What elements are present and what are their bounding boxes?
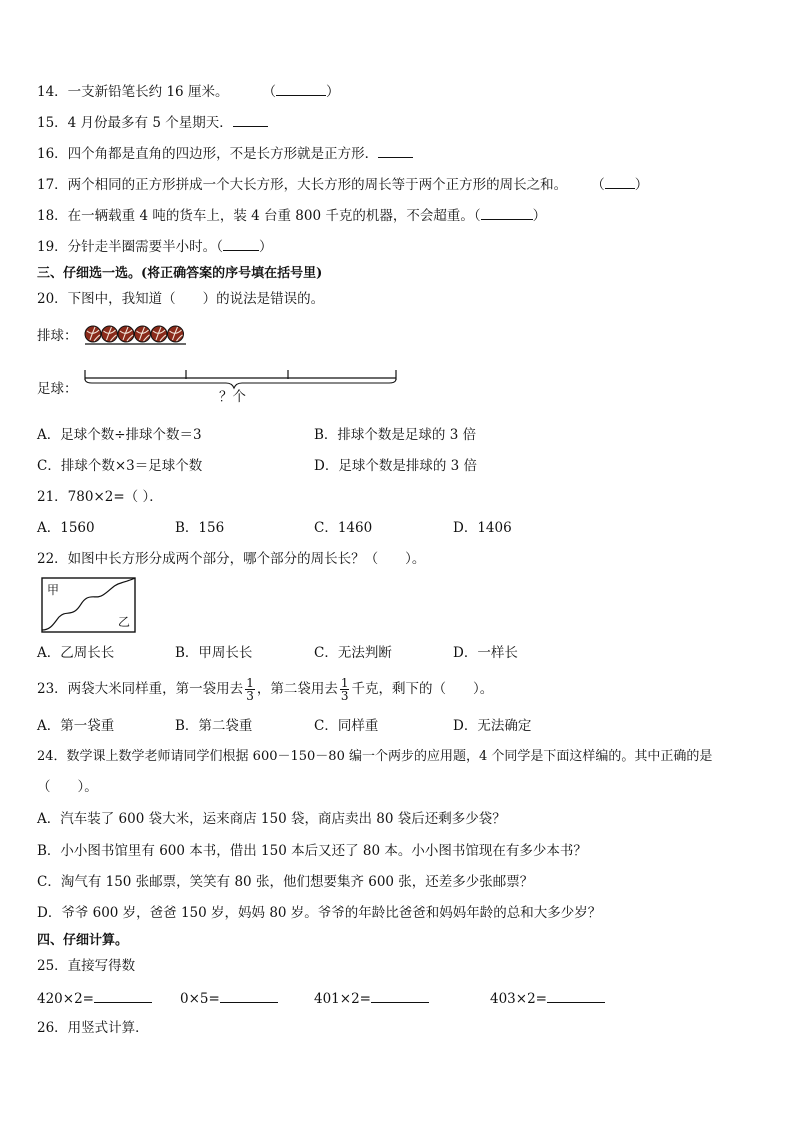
- curly-brace: [85, 379, 396, 388]
- question-19: 19．分针走半圈需要半小时。（ ）: [37, 239, 273, 255]
- q23-option-d[interactable]: D．无法确定: [453, 718, 532, 734]
- q21-option-a[interactable]: A．1560: [37, 520, 95, 536]
- question-17-text: 17．两个相同的正方形拼成一个大长方形，大长方形的周长等于两个正方形的周长之和。: [37, 177, 568, 193]
- question-23-text-a: 23．两袋大米同样重，第一袋用去: [37, 681, 244, 697]
- region-jia-label: 甲: [47, 583, 60, 597]
- question-26-text: 26．用竖式计算．: [37, 1020, 149, 1036]
- answer-blank-16[interactable]: [378, 144, 413, 158]
- question-19-text: 19．分针走半圈需要半小时。: [37, 239, 217, 255]
- question-25-text: 25．直接写得数: [37, 958, 136, 974]
- question-15: [37, 113, 268, 132]
- q22-option-d[interactable]: D．一样长: [453, 645, 518, 661]
- q24-option-d[interactable]: D．爷爷 600 岁，爸爸 150 岁，妈妈 80 岁。爷爷的年龄比爸爸和妈妈年龄的总和大多少岁？: [37, 905, 602, 921]
- q22-option-b[interactable]: B．甲周长长: [175, 645, 253, 661]
- volleyball-label: 排球：: [37, 328, 78, 344]
- calc-answer-blank[interactable]: [547, 989, 605, 1003]
- calc-answer-blank[interactable]: [94, 989, 152, 1003]
- section-3-heading: 三、仔细选一选。(将正确答案的序号填在括号里): [37, 266, 323, 281]
- question-23-text-b: ，第二袋用去: [256, 681, 338, 697]
- question-23: [37, 672, 493, 706]
- q21-option-b[interactable]: B．156: [175, 520, 225, 536]
- q24-option-b[interactable]: B．小小图书馆里有 600 本书，借出 150 本后又还了 80 本。小小图书馆现在有多少本书？: [37, 843, 587, 859]
- answer-blank-19[interactable]: [223, 237, 259, 251]
- q24-option-c[interactable]: C．淘气有 150 张邮票，笑笑有 80 张，他们想要集齐 600 张，还差多少张邮票？: [37, 874, 534, 890]
- fraction-one-third-kg: $\frac{1}{3}$: [340, 676, 349, 703]
- region-yi-label: 乙: [118, 615, 131, 629]
- calc-item: 401×2=: [314, 989, 429, 1008]
- q21-option-d[interactable]: D．1406: [453, 520, 512, 536]
- q20-option-d[interactable]: D．足球个数是排球的 3 倍: [314, 458, 477, 474]
- question-14: 14．一支新铅笔长约 16 厘米。 （ ）: [37, 84, 340, 100]
- calc-item: 420×2=: [37, 989, 152, 1008]
- question-18-text: 18．在一辆载重 4 吨的货车上，装 4 台重 800 千克的机器，不会超重。: [37, 208, 474, 224]
- calc-answer-blank[interactable]: [220, 989, 278, 1003]
- volleyball-icon: [135, 326, 151, 342]
- answer-blank-17[interactable]: [605, 175, 635, 189]
- volleyball-row-figure: [84, 322, 190, 348]
- volleyball-icon: [118, 326, 134, 342]
- question-24-paren: （ ）。: [37, 779, 98, 795]
- question-23-text-c: 千克，剩下的（ ）。: [351, 681, 494, 697]
- volleyball-icon: [168, 326, 184, 342]
- question-16-text: 16．四个角都是直角的四边形，不是长方形就是正方形．: [37, 146, 379, 162]
- q21-option-c[interactable]: C．1460: [314, 520, 373, 536]
- volleyball-icon: [151, 326, 167, 342]
- volleyball-icon: [85, 326, 101, 342]
- q24-option-a[interactable]: A．汽车装了 600 袋大米，运来商店 150 袋，商店卖出 80 袋后还剩多少袋？: [37, 811, 506, 827]
- q23-option-a[interactable]: A．第一袋重: [37, 718, 115, 734]
- question-22-text: 22．如图中长方形分成两个部分，哪个部分的周长长？（ ）。: [37, 551, 426, 567]
- q20-option-a[interactable]: A．足球个数÷排球个数＝3: [37, 427, 202, 443]
- question-18: 18．在一辆载重 4 吨的货车上，装 4 台重 800 千克的机器，不会超重。（ ）: [37, 208, 547, 224]
- answer-blank-15[interactable]: [233, 113, 268, 127]
- question-17: 17．两个相同的正方形拼成一个大长方形，大长方形的周长等于两个正方形的周长之和。 （ ）: [37, 177, 649, 193]
- q23-option-b[interactable]: B．第二袋重: [175, 718, 253, 734]
- q23-option-c[interactable]: C．同样重: [314, 718, 379, 734]
- q22-option-c[interactable]: C．无法判断: [314, 645, 392, 661]
- question-16: [37, 144, 413, 163]
- answer-blank-18[interactable]: [481, 206, 533, 220]
- question-20-text: 20．下图中，我知道（ ）的说法是错误的。: [37, 291, 325, 307]
- q20-option-c[interactable]: C．排球个数×3＝足球个数: [37, 458, 203, 474]
- question-14-text: 14．一支新铅笔长约 16 厘米。: [37, 84, 229, 100]
- question-21-text: 21．780×2=（ ）．: [37, 489, 163, 505]
- football-label: 足球：: [37, 381, 78, 397]
- volleyball-icon: [102, 326, 118, 342]
- question-24-text: 24．数学课上数学老师请同学们根据 600－150－80 编一个两步的应用题，4 个同学是下面这样编的。其中正确的是: [37, 749, 713, 764]
- section-4-heading: 四、仔细计算。: [37, 933, 129, 948]
- q22-option-a[interactable]: A．乙周长长: [37, 645, 115, 661]
- brace-question-label: ？个: [219, 389, 246, 405]
- calc-answer-blank[interactable]: [371, 989, 429, 1003]
- calc-item: 403×2=: [490, 989, 605, 1008]
- question-15-text: 15．4 月份最多有 5 个星期天．: [37, 115, 233, 131]
- q20-option-b[interactable]: B．排球个数是足球的 3 倍: [314, 427, 477, 443]
- answer-blank-14[interactable]: [276, 82, 326, 96]
- fraction-one-third: $\frac{1}{3}$: [246, 676, 254, 703]
- calc-item: 0×5=: [180, 989, 278, 1008]
